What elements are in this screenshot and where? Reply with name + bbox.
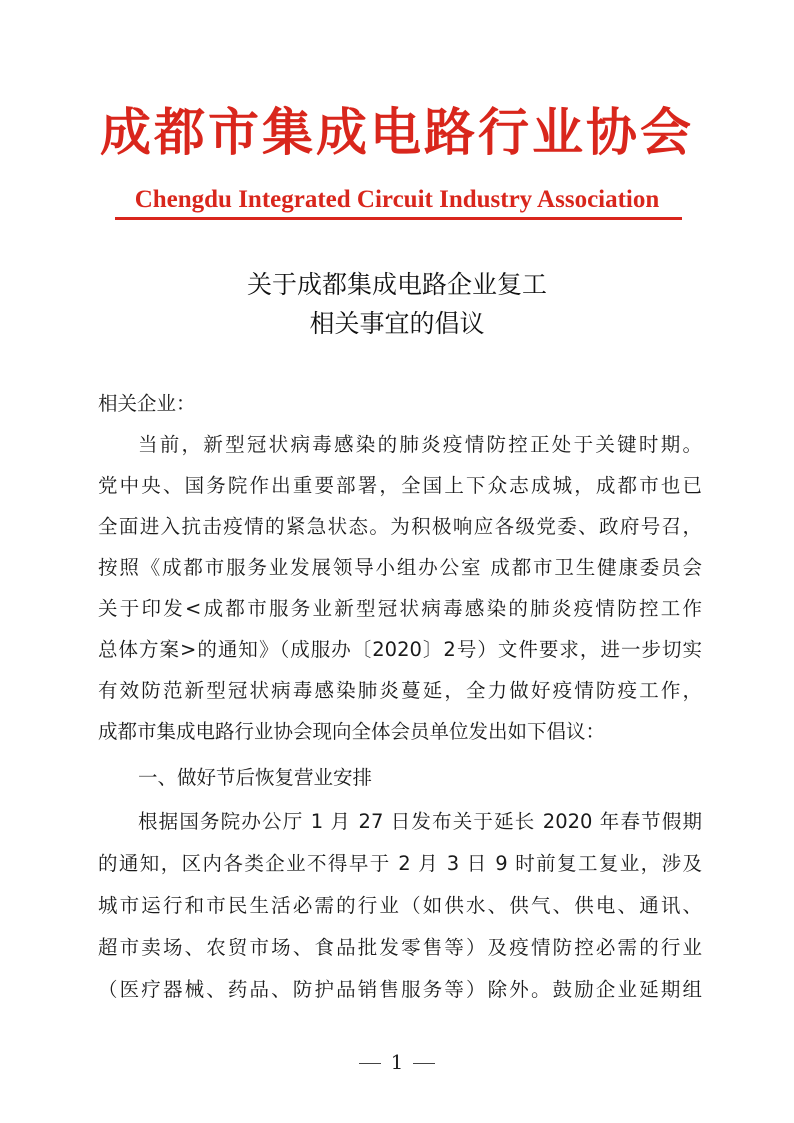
organization-name-english: Chengdu Integrated Circuit Industry Association — [134, 186, 660, 213]
header-red-rule — [115, 217, 682, 220]
paragraph-line: 成都市集成电路行业协会现向全体会员单位发出如下倡议： — [98, 720, 606, 743]
salutation: 相关企业： — [98, 392, 196, 415]
paragraph-line: 党中央、国务院作出重要部署，全国上下众志成城，成都市也已 — [98, 474, 702, 497]
paragraph-line: （医疗器械、药品、防护品销售服务等）除外。鼓励企业延期组 — [98, 978, 702, 1001]
paragraph-line: 根据国务院办公厅 1 月 27 日发布关于延长 2020 年春节假期 — [138, 810, 702, 833]
organization-name-chinese: 成都市集成电路行业协会 — [99, 103, 694, 163]
paragraph-line: 城市运行和市民生活必需的行业（如供水、供气、供电、通讯、 — [98, 894, 702, 917]
paragraph-line: 有效防范新型冠状病毒感染肺炎蔓延，全力做好疫情防疫工作， — [98, 679, 702, 702]
section-heading: 一、做好节后恢复营业安排 — [138, 766, 373, 789]
paragraph-line: 关于印发<成都市服务业新型冠状病毒感染的肺炎疫情防控工作 — [98, 597, 702, 620]
paragraph-line: 的通知，区内各类企业不得早于 2 月 3 日 9 时前复工复业，涉及 — [98, 852, 702, 875]
page-number — [0, 1052, 794, 1072]
paragraph-line: 超市卖场、农贸市场、食品批发零售等）及疫情防控必需的行业 — [98, 936, 702, 959]
document-title-line-1: 关于成都集成电路企业复工 — [246, 270, 547, 299]
document-title-line-2: 相关事宜的倡议 — [309, 309, 485, 338]
paragraph-line: 当前，新型冠状病毒感染的肺炎疫情防控正处于关键时期。 — [138, 433, 702, 456]
paragraph-line: 总体方案>的通知》（成服办〔2020〕2号）文件要求，进一步切实 — [98, 638, 702, 661]
paragraph-line: 按照《成都市服务业发展领导小组办公室 成都市卫生健康委员会 — [98, 556, 702, 579]
page-number-dash-right — [413, 1063, 435, 1065]
paragraph-line: 全面进入抗击疫情的紧急状态。为积极响应各级党委、政府号召， — [98, 515, 702, 538]
page-number-dash-left — [359, 1063, 381, 1065]
page-number-value: 1 — [390, 1050, 404, 1074]
